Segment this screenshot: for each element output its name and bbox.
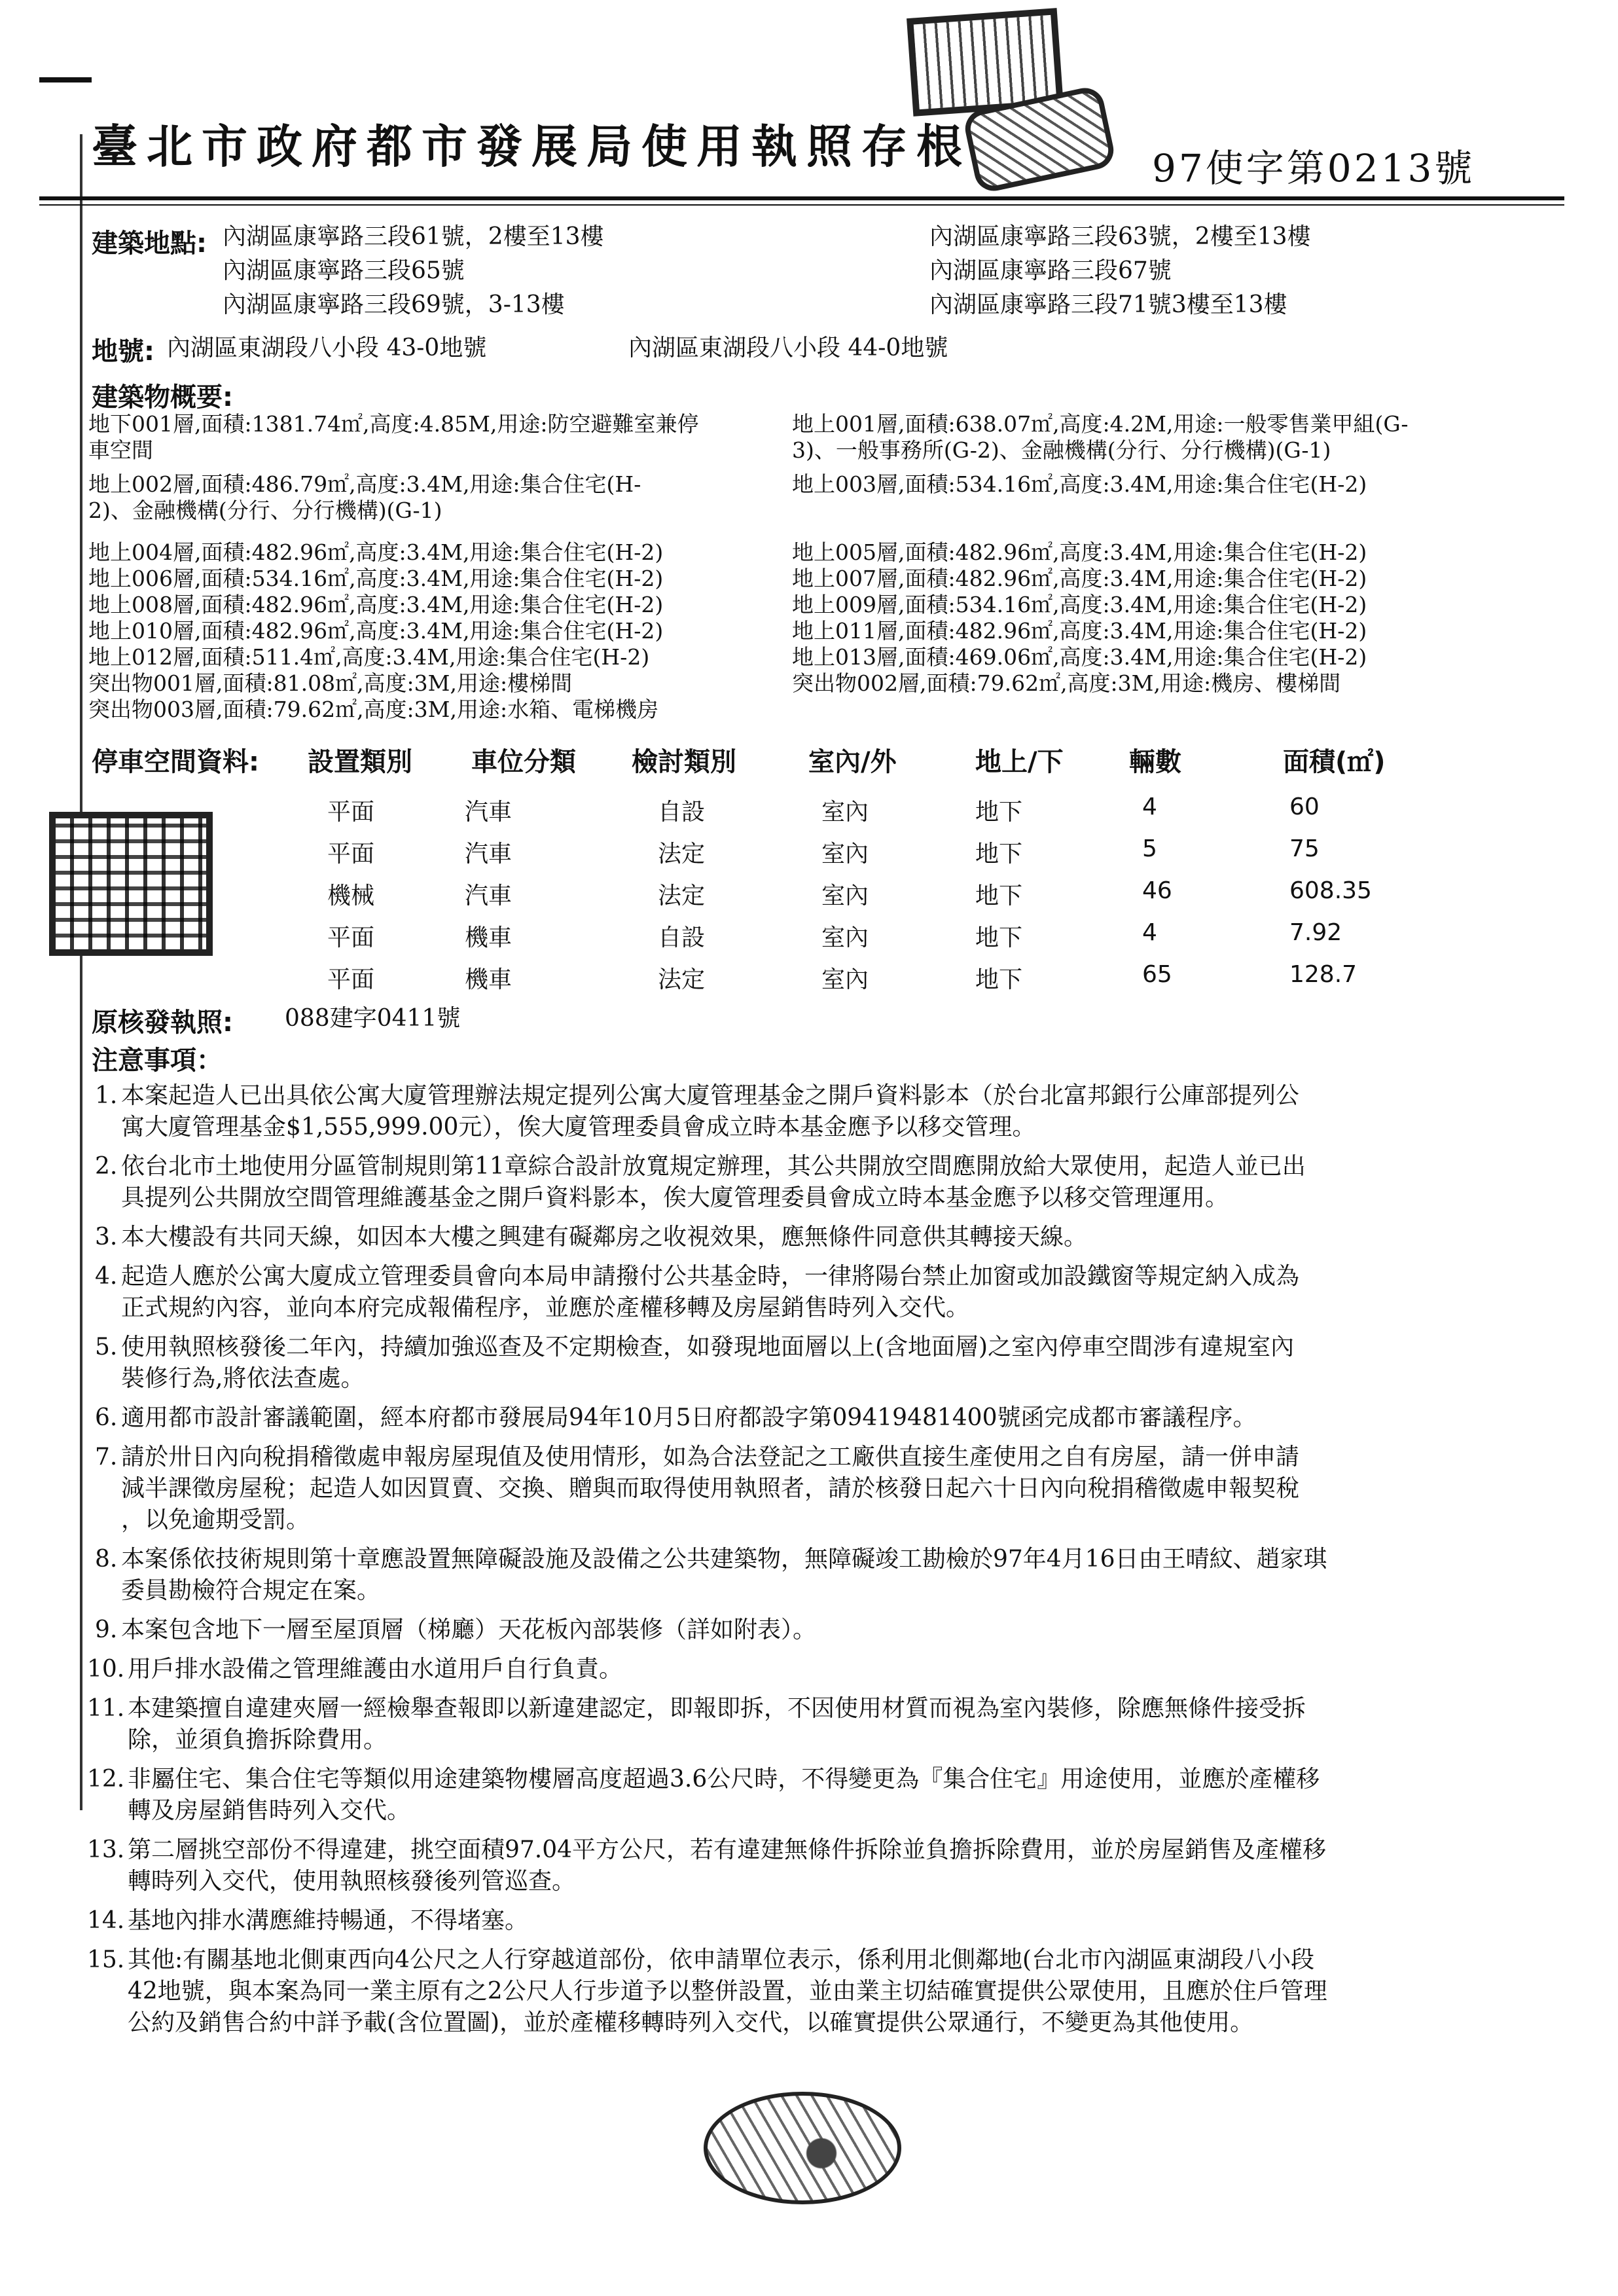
floor-right-line: 地上011層,面積:482.96㎡,高度:3.4M,用途:集合住宅(H-2): [792, 618, 1367, 644]
overview-label: 建築物概要:: [92, 382, 233, 412]
note-item: [95, 1402, 1528, 1434]
note-line: 正式規約內容，並向本府完成報備程序，並應於產權移轉及房屋銷售時列入交代。: [121, 1294, 970, 1321]
permit-number: 97使字第0213號: [1152, 146, 1475, 191]
note-line: 依台北市土地使用分區管制規則第11章綜合設計放寬規定辦理，其公共開放空間應開放給大眾使用，起造人並已出: [121, 1153, 1306, 1180]
note-number: 12.: [87, 1766, 125, 1793]
parking-cell: 平面: [327, 841, 375, 867]
parking-cell: 7.92: [1289, 919, 1342, 946]
note-line: 起造人應於公寓大廈成立管理委員會向本局申請撥付公共基金時，一律將陽台禁止加窗或加設鐵窗等規定納入成為: [121, 1263, 1300, 1290]
note-line: 委員勘檢符合規定在案。: [121, 1577, 381, 1604]
floor-left-line: 地上010層,面積:482.96㎡,高度:3.4M,用途:集合住宅(H-2): [88, 618, 664, 644]
parking-cell: 自設: [658, 924, 706, 951]
parking-header-cell: 輛數: [1129, 747, 1181, 777]
note-number: 14.: [87, 1907, 125, 1934]
parking-cell: 5: [1142, 835, 1157, 862]
note-line: 除，並須負擔拆除費用。: [128, 1726, 387, 1753]
notes-label: 注意事項：: [92, 1046, 223, 1076]
parking-cell: 地下: [975, 924, 1023, 951]
note-item: [87, 1654, 1535, 1685]
address-right-3: 內湖區康寧路三段71號3樓至13樓: [929, 291, 1287, 318]
note-item: [87, 1834, 1535, 1897]
lot-left: 內湖區東湖段八小段 43-0地號: [167, 335, 487, 361]
parking-cell: 室內: [821, 966, 869, 993]
note-number: 6.: [95, 1404, 118, 1431]
parking-cell: 65: [1142, 961, 1172, 988]
parking-cell: 平面: [327, 966, 375, 993]
lot-label: 地號:: [92, 337, 154, 367]
parking-cell: 地下: [975, 799, 1023, 826]
parking-cell: 地下: [975, 883, 1023, 909]
floor-right-line: 地上001層,面積:638.07㎡,高度:4.2M,用途:一般零售業甲組(G-: [792, 411, 1409, 437]
note-line: ，以免逾期受罰。: [121, 1506, 310, 1533]
floor-left-line: 地上006層,面積:534.16㎡,高度:3.4M,用途:集合住宅(H-2): [88, 566, 664, 591]
note-line: 非屬住宅、集合住宅等類似用途建築物樓層高度超過3.6公尺時，不得變更為『集合住宅』用途使用，並應於產權移: [128, 1766, 1320, 1793]
note-line: 請於卅日內向稅捐稽徵處申報房屋現值及使用情形，如為合法登記之工廠供直接生產使用之自有房屋，請一併申請: [121, 1444, 1300, 1470]
address-right-1: 內湖區康寧路三段63號，2樓至13樓: [929, 223, 1311, 250]
parking-cell: 4: [1142, 919, 1157, 946]
parking-cell: 汽車: [465, 841, 512, 867]
lot-right: 內湖區東湖段八小段 44-0地號: [628, 335, 948, 361]
address-left-3: 內湖區康寧路三段69號，3-13樓: [223, 291, 565, 318]
note-line: 裝修行為,將依法查處。: [121, 1365, 365, 1392]
parking-cell: 46: [1142, 877, 1172, 904]
note-number: 2.: [95, 1153, 118, 1180]
note-line: 公約及銷售合約中詳予載(含位置圖)，並於產權移轉時列入交代，以確實提供公眾通行，不變更為其他使用。: [128, 2009, 1254, 2036]
floor-right-line: 突出物002層,面積:79.62㎡,高度:3M,用途:機房、樓梯間: [792, 670, 1341, 696]
floor-left-line: 地上002層,面積:486.79㎡,高度:3.4M,用途:集合住宅(H-: [88, 471, 641, 497]
original-permit-label: 原核發執照:: [92, 1008, 233, 1038]
note-line: 轉時列入交代，使用執照核發後列管巡查。: [128, 1868, 576, 1895]
note-number: 10.: [87, 1656, 125, 1683]
scan-mark: [39, 77, 92, 82]
note-item: [87, 1693, 1535, 1756]
note-number: 13.: [87, 1836, 125, 1863]
parking-cell: 室內: [821, 799, 869, 826]
note-item: [95, 1222, 1528, 1253]
note-number: 4.: [95, 1263, 118, 1290]
parking-cell: 機車: [465, 966, 512, 993]
note-item: [87, 1944, 1535, 2039]
note-item: [95, 1080, 1528, 1143]
floor-right-line: 3)、一般事務所(G-2)、金融機構(分行、分行機構)(G-1): [792, 437, 1331, 463]
note-line: 基地內排水溝應維持暢通，不得堵塞。: [128, 1907, 529, 1934]
note-line: 本案包含地下一層至屋頂層（梯廳）天花板內部裝修（詳如附表）。: [121, 1616, 817, 1643]
note-number: 8.: [95, 1546, 118, 1573]
note-item: [95, 1442, 1528, 1536]
note-number: 7.: [95, 1444, 118, 1470]
parking-cell: 75: [1289, 835, 1320, 862]
parking-cell: 平面: [327, 924, 375, 951]
parking-label: 停車空間資料:: [92, 747, 259, 777]
header-rule-thin: [39, 204, 1564, 206]
parking-cell: 法定: [658, 966, 706, 993]
parking-header-cell: 設置類別: [308, 747, 412, 777]
parking-cell: 機械: [327, 883, 375, 909]
floor-left-line: 地上012層,面積:511.4㎡,高度:3.4M,用途:集合住宅(H-2): [88, 644, 650, 670]
floor-left-line: 地上008層,面積:482.96㎡,高度:3.4M,用途:集合住宅(H-2): [88, 592, 664, 617]
parking-cell: 地下: [975, 966, 1023, 993]
note-item: [95, 1614, 1528, 1646]
note-line: 本建築擅自違建夾層一經檢舉查報即以新違建認定，即報即拆，不因使用材質而視為室內裝修，除應無條件接受拆: [128, 1695, 1306, 1722]
note-item: [87, 1764, 1535, 1827]
parking-cell: 機車: [465, 924, 512, 951]
note-item: [95, 1332, 1528, 1394]
parking-header-cell: 地上/下: [975, 747, 1064, 777]
parking-header-cell: 車位分類: [471, 747, 576, 777]
parking-table: [0, 741, 1618, 993]
parking-cell: 60: [1289, 793, 1320, 820]
note-item: [95, 1544, 1528, 1607]
parking-header-cell: 檢討類別: [632, 747, 736, 777]
note-line: 適用都市設計審議範圍，經本府都市發展局94年10月5日府都設字第09419481400號函完成都市審議程序。: [121, 1404, 1257, 1431]
note-number: 9.: [95, 1616, 118, 1643]
parking-cell: 法定: [658, 841, 706, 867]
original-permit-value: 088建字0411號: [285, 1005, 461, 1032]
parking-cell: 128.7: [1289, 961, 1357, 988]
parking-cell: 608.35: [1289, 877, 1372, 904]
note-line: 具提列公共開放空間管理維護基金之開戶資料影本，俟大廈管理委員會成立時本基金應予以移交管理運用。: [121, 1184, 1229, 1211]
note-number: 15.: [87, 1946, 125, 1973]
note-number: 11.: [87, 1695, 125, 1722]
note-item: [87, 1905, 1535, 1937]
parking-cell: 平面: [327, 799, 375, 826]
floor-left-line: 2)、金融機構(分行、分行機構)(G-1): [88, 498, 442, 523]
parking-header-cell: 面積(㎡): [1283, 747, 1386, 777]
parking-header-cell: 室內/外: [808, 747, 897, 777]
parking-cell: 自設: [658, 799, 706, 826]
parking-cell: 法定: [658, 883, 706, 909]
note-line: 本大樓設有共同天線，如因本大樓之興建有礙鄰房之收視效果，應無條件同意供其轉接天線。: [121, 1224, 1088, 1250]
floor-right-line: 地上009層,面積:534.16㎡,高度:3.4M,用途:集合住宅(H-2): [792, 592, 1367, 617]
parking-cell: 室內: [821, 883, 869, 909]
bottom-seal-stamp: [704, 2092, 901, 2204]
address-left-2: 內湖區康寧路三段65號: [223, 257, 465, 284]
note-line: 用戶排水設備之管理維護由水道用戶自行負責。: [128, 1656, 623, 1683]
note-line: 其他:有關基地北側東西向4公尺之人行穿越道部份，依申請單位表示，係利用北側鄰地(台北市內湖區東湖段八小段: [128, 1946, 1315, 1973]
floor-right-line: 地上007層,面積:482.96㎡,高度:3.4M,用途:集合住宅(H-2): [792, 566, 1367, 591]
parking-cell: 室內: [821, 924, 869, 951]
left-seal-stamp: [49, 812, 213, 956]
note-line: 轉及房屋銷售時列入交代。: [128, 1797, 411, 1824]
floor-left-line: 地上004層,面積:482.96㎡,高度:3.4M,用途:集合住宅(H-2): [88, 539, 664, 565]
floor-left-line: 地下001層,面積:1381.74㎡,高度:4.85M,用途:防空避難室兼停: [88, 411, 699, 437]
note-line: 本案起造人已出具依公寓大廈管理辦法規定提列公寓大廈管理基金之開戶資料影本（於台北富邦銀行公庫部提列公: [121, 1082, 1300, 1109]
note-line: 使用執照核發後二年內，持續加強巡查及不定期檢查，如發現地面層以上(含地面層)之室內停車空間涉有違規室內: [121, 1334, 1295, 1360]
parking-cell: 4: [1142, 793, 1157, 820]
header-rule: [39, 196, 1564, 200]
note-line: 寓大廈管理基金$1,555,999.00元），俟大廈管理委員會成立時本基金應予以移交管理。: [121, 1114, 1036, 1140]
note-line: 本案係依技術規則第十章應設置無障礙設施及設備之公共建築物，無障礙竣工勘檢於97年4月16日由王晴紋、趙家琪: [121, 1546, 1327, 1573]
floor-right-line: 地上005層,面積:482.96㎡,高度:3.4M,用途:集合住宅(H-2): [792, 539, 1367, 565]
parking-cell: 地下: [975, 841, 1023, 867]
address-left-1: 內湖區康寧路三段61號，2樓至13樓: [223, 223, 604, 250]
parking-cell: 室內: [821, 841, 869, 867]
note-item: [95, 1261, 1528, 1324]
note-number: 5.: [95, 1334, 118, 1360]
floor-right-line: 地上013層,面積:469.06㎡,高度:3.4M,用途:集合住宅(H-2): [792, 644, 1367, 670]
site-label: 建築地點:: [92, 228, 207, 259]
floor-left-line: 車空間: [88, 437, 153, 463]
note-number: 3.: [95, 1224, 118, 1250]
address-right-2: 內湖區康寧路三段67號: [929, 257, 1172, 284]
parking-cell: 汽車: [465, 799, 512, 826]
note-number: 1.: [95, 1082, 118, 1109]
document-title: 臺北市政府都市發展局使用執照存根: [92, 119, 971, 173]
floor-right-line: 地上003層,面積:534.16㎡,高度:3.4M,用途:集合住宅(H-2): [792, 471, 1367, 497]
parking-cell: 汽車: [465, 883, 512, 909]
floor-left-line: 突出物003層,面積:79.62㎡,高度:3M,用途:水箱、電梯機房: [88, 697, 659, 722]
note-line: 減半課徵房屋稅；起造人如因買賣、交換、贈與而取得使用執照者，請於核發日起六十日內向稅捐稽徵處申報契稅: [121, 1475, 1300, 1502]
note-line: 42地號，與本案為同一業主原有之2公尺人行步道予以整併設置，並由業主切結確實提供公眾使用，且應於住戶管理: [128, 1978, 1327, 2005]
floor-left-line: 突出物001層,面積:81.08㎡,高度:3M,用途:樓梯間: [88, 670, 573, 696]
note-line: 第二層挑空部份不得違建，挑空面積97.04平方公尺，若有違建無條件拆除並負擔拆除費用，並於房屋銷售及產權移: [128, 1836, 1327, 1863]
note-item: [95, 1151, 1528, 1214]
